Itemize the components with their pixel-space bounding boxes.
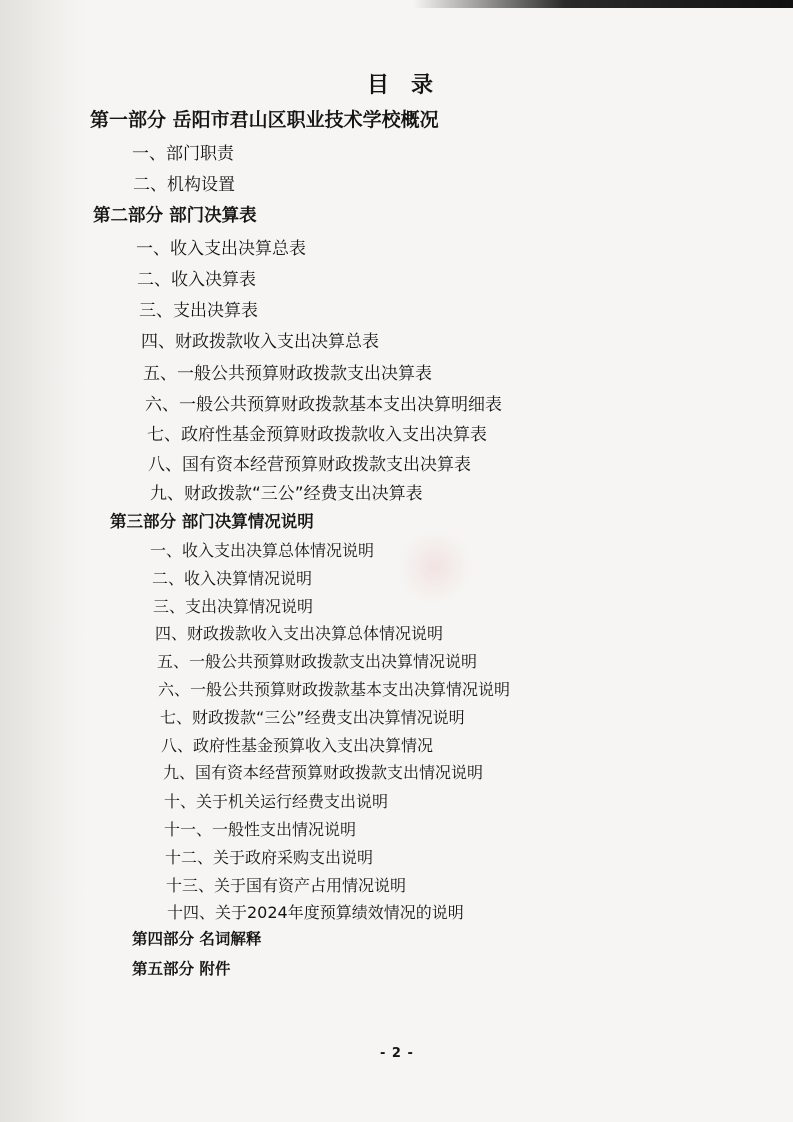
toc-part-1-heading: 第一部分 岳阳市君山区职业技术学校概况 xyxy=(90,109,439,131)
faded-stamp xyxy=(395,532,475,602)
toc-part-3-item-3: 三、支出决算情况说明 xyxy=(153,597,314,616)
toc-part-2-heading: 第二部分 部门决算表 xyxy=(93,206,257,226)
toc-part-3-heading: 第三部分 部门决算情况说明 xyxy=(110,512,314,531)
toc-part-1-item-2: 二、机构设置 xyxy=(133,175,235,195)
toc-part-2-item-8: 八、国有资本经营预算财政拨款支出决算表 xyxy=(148,455,471,475)
toc-part-3-item-13: 十三、关于国有资产占用情况说明 xyxy=(166,876,407,895)
toc-part-3-item-10: 十、关于机关运行经费支出说明 xyxy=(164,792,389,811)
toc-part-2-item-3: 三、支出决算表 xyxy=(139,301,258,321)
toc-part-1-item-1: 一、部门职责 xyxy=(132,144,234,164)
toc-part-2-item-7: 七、政府性基金预算财政拨款收入支出决算表 xyxy=(147,425,487,445)
toc-part-3-item-8: 八、政府性基金预算收入支出决算情况 xyxy=(161,736,434,755)
toc-part-2-item-4: 四、财政拨款收入支出决算总表 xyxy=(141,332,379,352)
toc-part-3-item-2: 二、收入决算情况说明 xyxy=(152,569,313,588)
toc-part-3-item-6: 六、一般公共预算财政拨款基本支出决算情况说明 xyxy=(158,680,511,699)
scan-edge xyxy=(413,0,793,8)
toc-part-2-item-6: 六、一般公共预算财政拨款基本支出决算明细表 xyxy=(145,395,502,415)
toc-part-2-item-5: 五、一般公共预算财政拨款支出决算表 xyxy=(143,364,432,384)
page-number: - 2 - xyxy=(380,1046,414,1061)
toc-part-2-item-1: 一、收入支出决算总表 xyxy=(136,239,306,259)
toc-part-5-heading: 第五部分 附件 xyxy=(132,960,231,978)
toc-part-3-item-5: 五、一般公共预算财政拨款支出决算情况说明 xyxy=(157,652,478,671)
scan-shadow xyxy=(0,0,86,1122)
toc-part-3-item-7: 七、财政拨款“三公”经费支出决算情况说明 xyxy=(160,708,465,727)
toc-part-2-item-2: 二、收入决算表 xyxy=(137,270,256,290)
toc-part-3-item-4: 四、财政拨款收入支出决算总体情况说明 xyxy=(155,624,444,643)
page-title: 目 录 xyxy=(366,73,433,98)
toc-part-3-item-1: 一、收入支出决算总体情况说明 xyxy=(150,541,375,560)
toc-part-4-heading: 第四部分 名词解释 xyxy=(132,930,262,948)
toc-part-2-item-9: 九、财政拨款“三公”经费支出决算表 xyxy=(150,484,423,504)
toc-part-3-item-9: 九、国有资本经营预算财政拨款支出情况说明 xyxy=(163,763,484,782)
toc-part-3-item-11: 十一、一般性支出情况说明 xyxy=(164,820,357,839)
toc-part-3-item-14: 十四、关于2024年度预算绩效情况的说明 xyxy=(167,903,464,922)
toc-part-3-item-12: 十二、关于政府采购支出说明 xyxy=(165,848,374,867)
